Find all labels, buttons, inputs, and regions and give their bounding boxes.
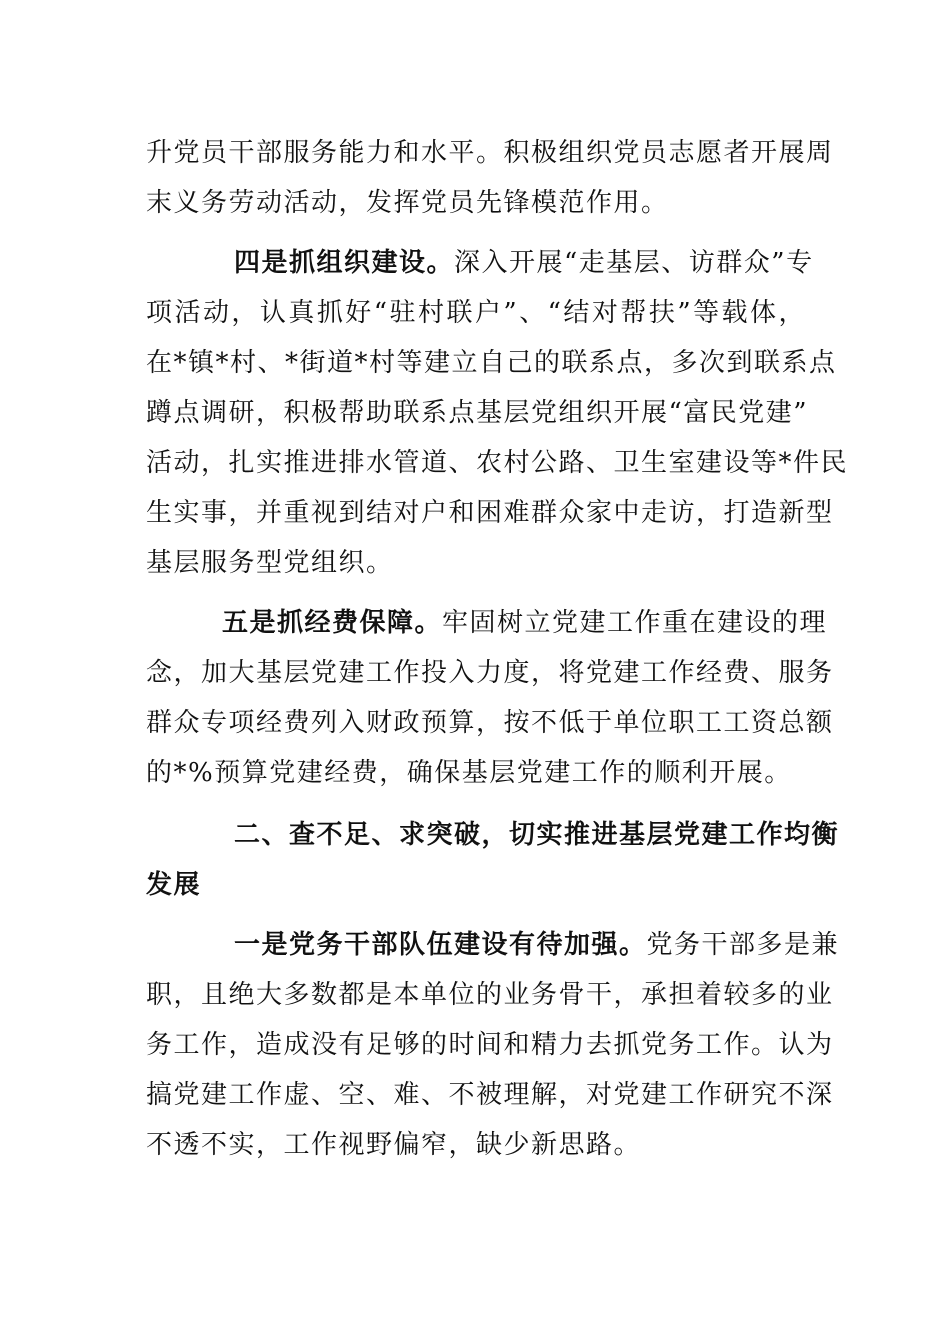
paragraph-line: 项活动，认真抓好“驻村联户”、“结对帮扶”等载体， [146, 298, 806, 328]
paragraph-text: 深入开展“走基层、访群众”专 [454, 248, 814, 278]
paragraph-line: 职，且绝大多数都是本单位的业务骨干，承担着较多的业 [146, 980, 834, 1010]
paragraph-line: 的*%预算党建经费，确保基层党建工作的顺利开展。 [146, 758, 792, 788]
paragraph-line: 蹲点调研，积极帮助联系点基层党组织开展“富民党建” [146, 398, 809, 428]
paragraph-line: 活动，扎实推进排水管道、农村公路、卫生室建设等*件民 [146, 448, 849, 478]
paragraph-continuation [146, 128, 834, 228]
paragraph-line: 不透不实，工作视野偏窄，缺少新思路。 [146, 1130, 642, 1160]
paragraph-text: 党务干部多是兼 [646, 930, 840, 960]
paragraph-line: 升党员干部服务能力和水平。积极组织党员志愿者开展周 [146, 138, 834, 168]
paragraph-line: 生实事，并重视到结对户和困难群众家中走访，打造新型 [146, 498, 834, 528]
section-heading-line: 发展 [146, 870, 202, 900]
paragraph-line: 务工作，造成没有足够的时间和精力去抓党务工作。认为 [146, 1030, 834, 1060]
paragraph-first-line [146, 238, 814, 288]
paragraph-line: 念，加大基层党建工作投入力度，将党建工作经费、服务 [146, 658, 834, 688]
paragraph-text: 牢固树立党建工作重在建设的理 [442, 608, 828, 638]
paragraph-heading: 五是抓经费保障。 [222, 608, 443, 638]
section-heading-line: 二、查不足、求突破，切实推进基层党建工作均衡 [234, 820, 840, 850]
paragraph-line: 末义务劳动活动，发挥党员先锋模范作用。 [146, 188, 669, 218]
paragraph-line: 群众专项经费列入财政预算，按不低于单位职工工资总额 [146, 708, 834, 738]
paragraph-funding-guarantee [146, 598, 834, 798]
paragraph-organization-building [146, 238, 849, 588]
paragraph-line: 在*镇*村、*街道*村等建立自己的联系点，多次到联系点 [146, 348, 837, 378]
paragraph-heading: 一是党务干部队伍建设有待加强。 [234, 930, 647, 960]
paragraph-party-cadre-team [146, 920, 840, 1170]
paragraph-first-line [146, 920, 840, 970]
paragraph-line: 搞党建工作虚、空、难、不被理解，对党建工作研究不深 [146, 1080, 834, 1110]
paragraph-heading: 四是抓组织建设。 [234, 248, 455, 278]
paragraph-first-line [146, 598, 828, 648]
paragraph-line: 基层服务型党组织。 [146, 548, 394, 578]
section-heading [146, 810, 840, 910]
